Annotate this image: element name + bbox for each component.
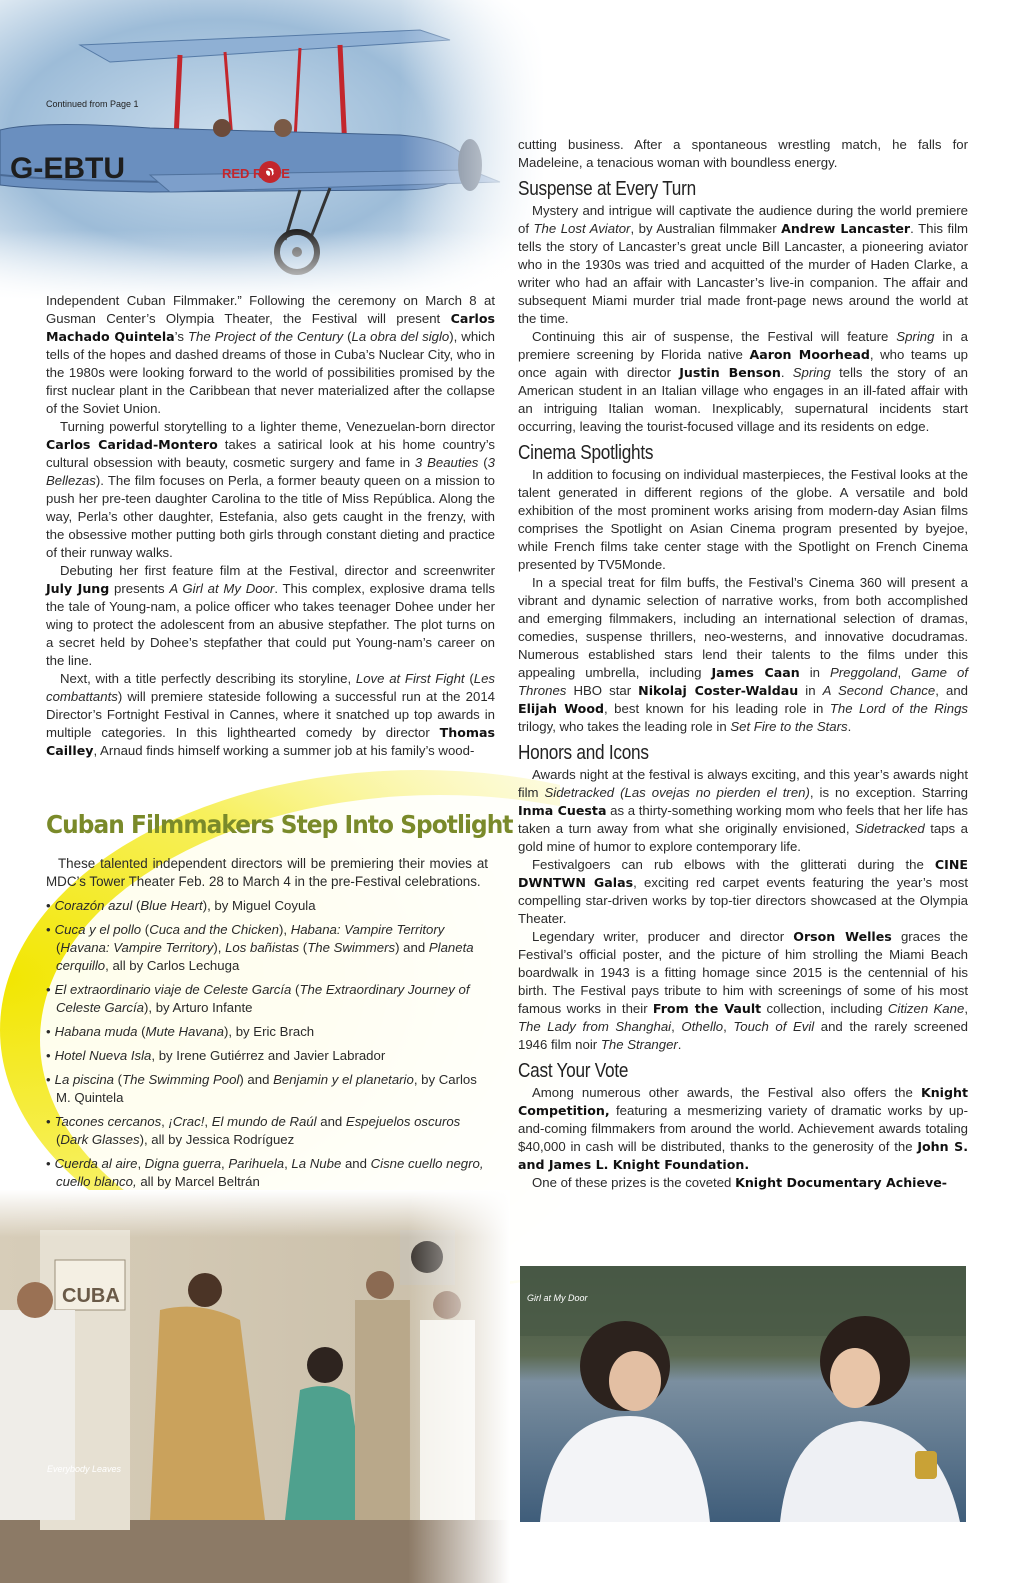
everybody-leaves-caption: Everybody Leaves — [47, 1464, 122, 1474]
bullet: • — [46, 1048, 51, 1063]
everybody-leaves-photo — [0, 1190, 510, 1583]
left-paragraph-3: Debuting her first feature film at the Festival, director and screenwriter July Jung presents A Girl at My Door. This complex, explosive drama tells the tale of Young-nam, a police officer who takes teenager Dohee under her wing to protect the adolescent from an abusive stepfather. The plot turns on a secret held by Dohee’s stepfather that could put Young-nam’s career on the line. — [46, 563, 495, 668]
girl-at-my-door-photo — [520, 1266, 966, 1522]
bullet: • — [46, 1156, 51, 1171]
bullet: • — [46, 922, 51, 937]
sidebar-list — [46, 897, 488, 1191]
right-lead: cutting business. After a spontaneous wrestling match, he falls for Madeleine, a tenacious woman with boundless energy. — [518, 137, 968, 170]
heading-cinema-spotlights: Cinema Spotlights — [518, 442, 654, 464]
vote-paragraph-1: Among numerous other awards, the Festival also offers the Knight Competition, featuring a mesmerizing variety of dramatic works by up-and-coming filmmakers from around the world. Achievement awards totaling $40,000 in cash will be distributed, thanks to the generosity of the John S. and James L. Knight Foundation. — [518, 1085, 968, 1172]
left-paragraph-4: Next, with a title perfectly describing its storyline, Love at First Fight (Les combattants) will premiere stateside following a successful run at the 2014 Director’s Fortnight Festival in Cannes, where it snatched up top awards in multiple categories. In this lighthearted comedy by director Thomas Cailley, Arnaud finds himself working a summer job at his family’s wood- — [46, 671, 495, 758]
heading-honors-icons: Honors and Icons — [518, 742, 649, 764]
left-paragraph-2: Turning powerful storytelling to a lighter theme, Venezuelan-born director Carlos Caridad-Montero takes a satirical look at his home country’s cultural obsession with beauty, cosmetic surgery and fame in 3 Beauties (3 Bellezas). The film focuses on Perla, a former beauty queen on a mission to push her pre-teen daughter Carolina to the title of Miss República. Along the way, Perla’s other daughter, Estefania, also gets caught in the frenzy, with the obsessive mother putting both girls through constant dieting and practice of their runway walks. — [46, 419, 495, 560]
bullet: • — [46, 1114, 51, 1129]
plane-illustration — [0, 0, 545, 300]
left-column — [46, 292, 495, 760]
bullet: • — [46, 898, 51, 913]
sidebar-list-item: • El extraordinario viaje de Celeste García (The Extraordinary Journey of Celeste García), by Arturo Infante — [46, 982, 470, 1015]
right-column — [518, 136, 968, 1192]
girl-at-my-door-caption: Girl at My Door — [527, 1293, 588, 1303]
heading-suspense: Suspense at Every Turn — [518, 178, 696, 200]
sidebar-list-item: • Habana muda (Mute Havana), by Eric Brach — [46, 1024, 315, 1039]
sidebar-list-item: • Cuca y el pollo (Cuca and the Chicken), Habana: Vampire Territory (Havana: Vampire Territory), Los bañistas (The Swimmers) and Planeta cerquillo, all by Carlos Lechuga — [46, 922, 474, 973]
sidebar-intro: These talented independent directors will be premiering their movies at MDC’s Tower Theater Feb. 28 to March 4 in the pre-Festival celebrations. — [46, 856, 488, 889]
plane-rose-label: RED ROSE — [222, 166, 290, 181]
bullet: • — [46, 982, 51, 997]
suspense-paragraph-1: Mystery and intrigue will captivate the audience during the world premiere of The Lost Aviator, by Australian filmmaker Andrew Lancaster. This film tells the story of Lancaster’s great uncle Bill Lancaster, a pioneering aviator who in the 1930s was tried and acquitted of the murder of Haden Clarke, a writer who had an affair with Lancaster’s live-in companion. The affair and subsequent Miami murder trial made front-page news around the world at the time. — [518, 203, 968, 326]
sidebar-box — [46, 855, 488, 1197]
bullet: • — [46, 1024, 51, 1039]
honors-paragraph-1: Awards night at the festival is always exciting, and this year’s awards night film Sidetracked (Las ovejas no pierden el tren), is no exception. Starring Inma Cuesta as a thirty-something working mom who feels that her life has taken a turn away from what she originally envisioned, Sidetracked taps a gold mine of humor to explore contemporary life. — [518, 767, 969, 854]
honors-paragraph-3: Legendary writer, producer and director Orson Welles graces the Festival’s official poster, and the picture of him strolling the Miami Beach boardwalk in 1943 is a fitting homage since 2015 is the centennial of his birth. The Festival pays tribute to him with screenings of some of his most famous works in their From the Vault collection, including Citizen Kane, The Lady from Shanghai, Othello, Touch of Evil and the rarely screened 1946 film noir The Stranger. — [518, 929, 969, 1052]
sidebar-list-item: • La piscina (The Swimming Pool) and Benjamin y el planetario, by Carlos M. Quintela — [46, 1072, 477, 1105]
sidebar-list-item: • Tacones cercanos, ¡Crac!, El mundo de Raúl and Espejuelos oscuros (Dark Glasses), all by Jessica Rodríguez — [46, 1114, 461, 1147]
left-paragraph-1: Independent Cuban Filmmaker.” Following the ceremony on March 8 at Gusman Center’s Olympia Theater, the Festival will present Carlos Machado Quintela’s The Project of the Century (La obra del siglo), which tells of the hopes and dashed dreams of those in Cuba’s Nuclear City, who in the 1980s were looking forward to the world of possibilities promised by the first nuclear plant in the Caribbean that never materialized after the collapse of the Soviet Union. — [46, 293, 496, 416]
spotlights-paragraph-1: In addition to focusing on individual masterpieces, the Festival looks at the talent generated in different regions of the globe. A versatile and bold exhibition of the most prominent works arising from modern-day Asian films comprises the Spotlight on Asian Cinema program presented by byejoe, while French films take center stage with the Spotlight on French Cinema presented by TV5Monde. — [518, 467, 968, 572]
bullet: • — [46, 1072, 51, 1087]
honors-paragraph-2: Festivalgoers can rub elbows with the glitterati during the CINE DWNTWN Galas, exciting red carpet events featuring the year’s most compelling star-driven works by top-tier directors showcased at the Olympia Theater. — [518, 857, 969, 926]
spotlights-paragraph-2: In a special treat for film buffs, the Festival’s Cinema 360 will present a vibrant and dynamic selection of narrative works, from both accomplished and emerging filmmakers, including an international selection of dramas, comedies, suspense thrillers, neo-westerns, and innovative docudramas. Numerous established stars lend their talents to the films under this appealing umbrella, including James Caan in Preggoland, Game of Thrones HBO star Nikolaj Coster-Waldau in A Second Chance, and Elijah Wood, best known for his leading role in The Lord of the Rings trilogy, who takes the leading role in Set Fire to the Stars. — [518, 575, 969, 734]
vote-paragraph-2: One of these prizes is the coveted Knight Documentary Achieve- — [532, 1175, 947, 1190]
plane-photo — [0, 0, 545, 300]
suspense-paragraph-2: Continuing this air of suspense, the Festival will feature Spring in a premiere screening by Florida native Aaron Moorhead, who teams up once again with director Justin Benson. Spring tells the story of an American student in an Italian village who engages in an ill-fated affair with an intriguing Italian woman. Inexplicably, supernatural incidents start occurring, leaving the tourist-focused village and its residents on edge. — [518, 329, 968, 434]
heading-cast-your-vote: Cast Your Vote — [518, 1060, 629, 1082]
sidebar-list-item: • Hotel Nueva Isla, by Irene Gutiérrez and Javier Labrador — [46, 1048, 386, 1063]
sidebar-list-item: • Cuerda al aire, Digna guerra, Parihuela, La Nube and Cisne cuello negro, cuello blanco, all by Marcel Beltrán — [46, 1156, 484, 1189]
plane-registration: G-EBTU — [10, 152, 125, 185]
sidebar-title: Cuban Filmmakers Step Into Spotlight — [46, 810, 513, 839]
sidebar-list-item: • Corazón azul (Blue Heart), by Miguel Coyula — [46, 898, 316, 913]
continued-note: Continued from Page 1 — [46, 99, 139, 109]
